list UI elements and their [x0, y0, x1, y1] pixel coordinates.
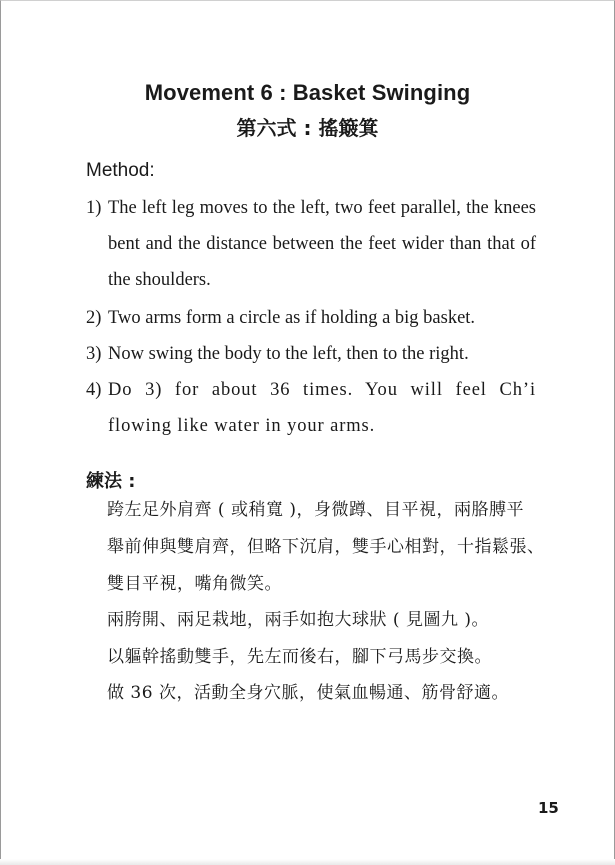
step-number: 4)	[86, 380, 102, 400]
step-text: The left leg moves to the left, two feet parallel, the knees bent and the distance between the feet wider than that of the shoulders.	[108, 198, 536, 290]
step-number: 3)	[86, 344, 102, 364]
method-label: Method:	[86, 160, 155, 181]
practice-line-2: 舉前伸與雙肩齊，但略下沉肩，雙手心相對，十指鬆張、	[107, 537, 545, 557]
practice-line-4: 兩胯開、兩足栽地，兩手如抱大球狀 ( 見圖九 )。	[107, 610, 489, 630]
title-chinese: 第六式 : 搖簸箕	[236, 116, 379, 140]
step-number: 1)	[86, 198, 102, 218]
page-bottom-shade	[0, 859, 615, 865]
title-english: Movement 6 : Basket Swinging	[144, 80, 471, 105]
practice-line-1: 跨左足外肩齊 ( 或稍寬 )，身微蹲、目平視，兩胳膊平	[107, 500, 524, 520]
practice-line-5: 以軀幹搖動雙手，先左而後右，腳下弓馬步交換。	[107, 647, 492, 667]
method-step-4	[86, 372, 536, 444]
step-number: 2)	[86, 308, 102, 328]
practice-label: 練法 :	[86, 471, 136, 492]
method-step-3	[86, 336, 536, 372]
method-step-2	[86, 300, 536, 336]
step-text: Do 3) for about 36 times. You will feel Ch’i flowing like water in your arms.	[108, 380, 536, 436]
page-number: 15	[538, 799, 559, 817]
practice-line-6: 做 36 次，活動全身穴脈，使氣血暢通、筋骨舒適。	[107, 683, 509, 703]
step-text: Two arms form a circle as if holding a big basket.	[108, 308, 476, 328]
method-step-1	[86, 190, 536, 298]
step-text: Now swing the body to the left, then to the right.	[108, 344, 469, 364]
practice-line-3: 雙目平視，嘴角微笑。	[107, 574, 282, 594]
